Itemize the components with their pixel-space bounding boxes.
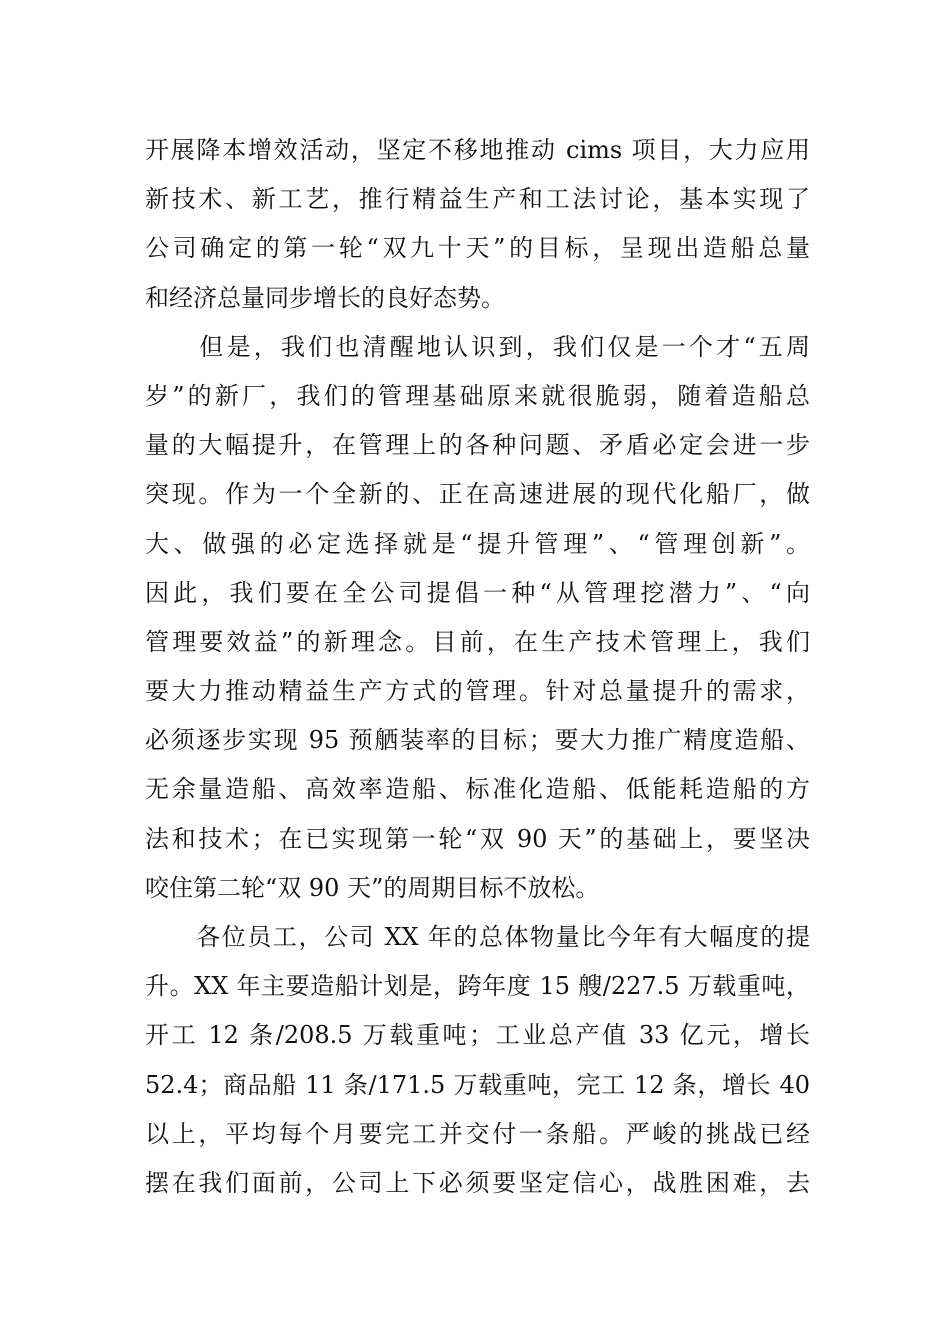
text-line: 要大力推动精益生产方式的管理。针对总量提升的需求，	[145, 677, 810, 706]
text-line: 法和技术；在已实现第一轮“双 90 天”的基础上，要坚决	[145, 824, 810, 853]
text-line: 突现。作为一个全新的、正在高速进展的现代化船厂，做	[145, 480, 810, 509]
text-line: 但是，我们也清醒地认识到，我们仅是一个才“五周	[145, 332, 810, 361]
text-line: 新技术、新工艺，推行精益生产和工法讨论，基本实现了	[145, 185, 810, 214]
text-line: 无余量造船、高效率造船、标准化造船、低能耗造船的方	[145, 775, 810, 804]
text-line: 咬住第二轮“双 90 天”的周期目标不放松。	[145, 873, 600, 902]
text-line: 52.4；商品船 11 条/171.5 万载重吨，完工 12 条，增长 40	[145, 1070, 810, 1099]
paragraph	[145, 323, 810, 913]
text-line: 必须逐步实现 95 预舾装率的目标；要大力推广精度造船、	[145, 726, 810, 755]
text-line: 升。XX 年主要造船计划是，跨年度 15 艘/227.5 万载重吨，	[145, 972, 810, 1001]
text-line: 量的大幅提升，在管理上的各种问题、矛盾必定会进一步	[145, 431, 810, 460]
text-line: 公司确定的第一轮“双九十天”的目标，呈现出造船总量	[145, 234, 810, 263]
body-text	[145, 126, 810, 1208]
text-line: 岁”的新厂，我们的管理基础原来就很脆弱，随着造船总	[145, 381, 810, 410]
text-line: 大、做强的必定选择就是“提升管理”、“管理创新”。	[145, 529, 810, 558]
text-line: 开展降本增效活动，坚定不移地推动 cims 项目，大力应用	[145, 136, 810, 164]
text-line: 各位员工，公司 XX 年的总体物量比今年有大幅度的提	[145, 923, 810, 951]
paragraph	[145, 126, 810, 323]
text-line: 摆在我们面前，公司上下必须要坚定信心，战胜困难，去	[145, 1168, 810, 1197]
text-line: 以上，平均每个月要完工并交付一条船。严峻的挑战已经	[145, 1119, 810, 1148]
paragraph	[145, 913, 810, 1208]
text-line: 和经济总量同步增长的良好态势。	[145, 283, 505, 312]
text-line: 开工 12 条/208.5 万载重吨；工业总产值 33 亿元，增长	[145, 1021, 810, 1050]
text-line: 因此，我们要在全公司提倡一种“从管理挖潜力”、“向	[145, 578, 810, 607]
text-line: 管理要效益”的新理念。目前，在生产技术管理上，我们	[145, 627, 810, 656]
